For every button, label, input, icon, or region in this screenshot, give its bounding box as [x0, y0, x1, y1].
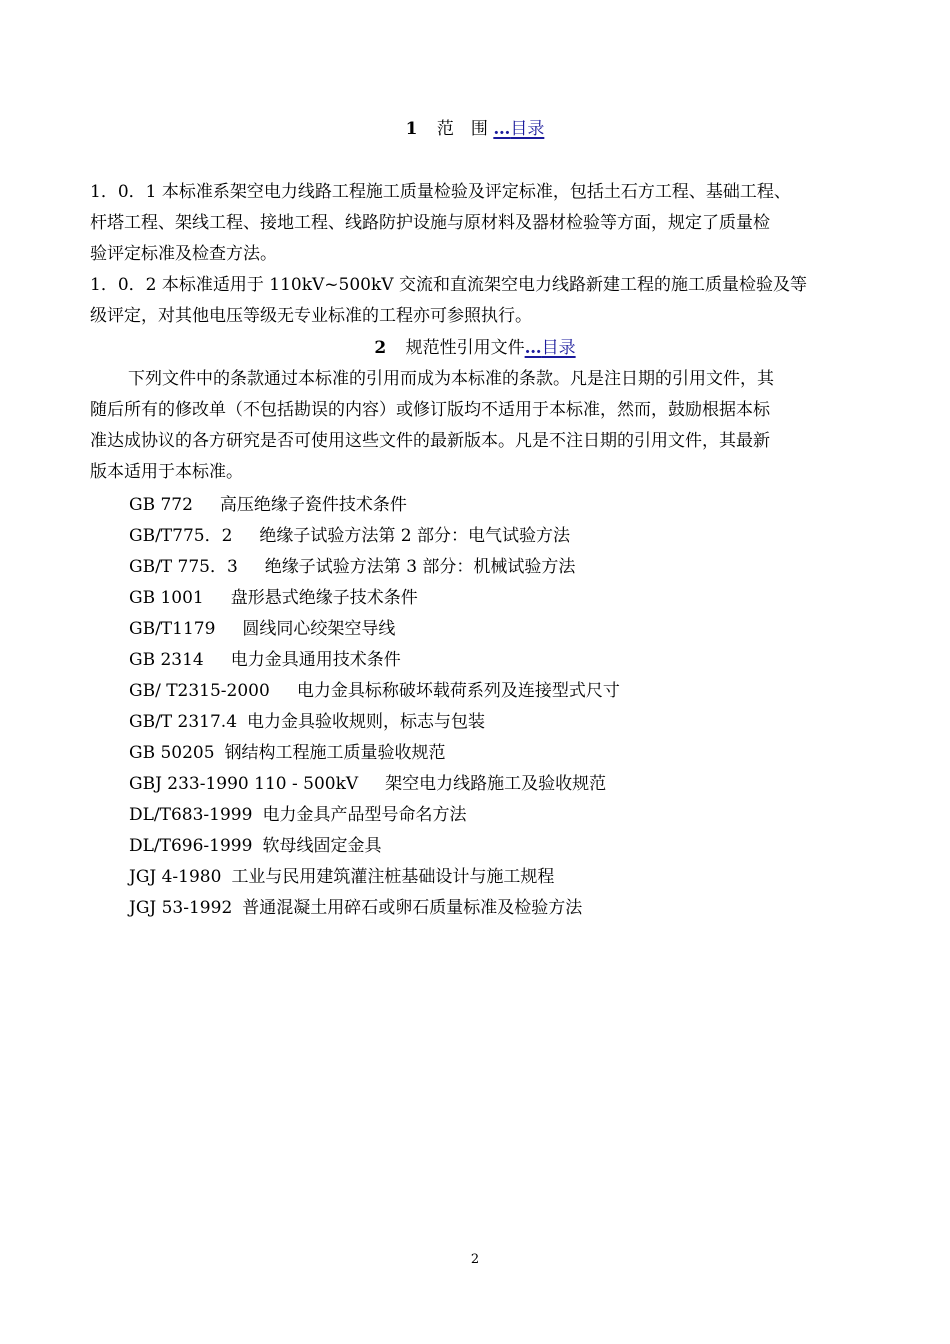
page-number: 2 — [470, 1252, 480, 1267]
reference-item — [129, 800, 620, 831]
reference-code: GB 50205 — [129, 743, 215, 763]
reference-code: JGJ 53-1992 — [129, 898, 233, 918]
toc-link-label: 目录 — [510, 119, 545, 139]
reference-code: GB/T1179 — [129, 619, 216, 639]
section-1-number: 1 — [405, 119, 418, 139]
reference-item — [129, 707, 620, 738]
reference-item — [129, 862, 620, 893]
section-1-heading — [0, 118, 950, 140]
clause-line: 验评定标准及检查方法。 — [90, 244, 277, 264]
reference-item — [129, 893, 620, 924]
toc-link-dots: … — [493, 119, 511, 139]
toc-link-section-2[interactable] — [525, 338, 576, 358]
reference-title: 钢结构工程施工质量验收规范 — [224, 743, 446, 763]
reference-item — [129, 831, 620, 862]
reference-item — [129, 738, 620, 769]
reference-code: GB 1001 — [129, 588, 204, 608]
reference-code: GB/T 775．3 — [129, 557, 238, 577]
reference-title: 电力金具标称破坏载荷系列及连接型式尺寸 — [279, 681, 620, 701]
section-2-number: 2 — [374, 338, 387, 358]
section-1-title: 范 围 — [436, 119, 488, 139]
reference-title: 电力金具产品型号命名方法 — [262, 805, 467, 825]
reference-item — [129, 583, 620, 614]
reference-code: GB/ T2315-2000 — [129, 681, 270, 701]
toc-link-label: 目录 — [541, 338, 576, 358]
reference-title: 工业与民用建筑灌注桩基础设计与施工规程 — [231, 867, 555, 887]
reference-title: 电力金具通用技术条件 — [213, 650, 401, 670]
reference-code: GB/T 2317.4 — [129, 712, 238, 732]
reference-code: GB 2314 — [129, 650, 204, 670]
reference-code: GB/T775．2 — [129, 526, 233, 546]
toc-link-section-1[interactable] — [493, 119, 544, 139]
reference-item — [129, 490, 620, 521]
reference-title: 绝缘子试验方法第 3 部分：机械试验方法 — [247, 557, 576, 577]
reference-code: JGJ 4-1980 — [129, 867, 222, 887]
reference-item — [129, 645, 620, 676]
reference-code: GBJ 233-1990 110 - 500kV — [129, 774, 359, 794]
reference-item — [129, 676, 620, 707]
intro-line: 准达成协议的各方研究是否可使用这些文件的最新版本。凡是不注日期的引用文件，其最新 — [90, 431, 770, 451]
clause-line: 1．0．1 本标准系架空电力线路工程施工质量检验及评定标准，包括土石方工程、基础工程、 — [90, 182, 791, 202]
reference-item — [129, 552, 620, 583]
reference-title: 高压绝缘子瓷件技术条件 — [202, 495, 407, 515]
reference-title: 架空电力线路施工及验收规范 — [368, 774, 607, 794]
section-2-title: 规范性引用文件 — [405, 338, 525, 358]
clause-1-0-2 — [90, 270, 860, 332]
reference-item — [129, 769, 620, 800]
reference-item — [129, 614, 620, 645]
reference-title: 电力金具验收规则，标志与包装 — [247, 712, 486, 732]
reference-code: DL/T683-1999 — [129, 805, 253, 825]
reference-code: GB 772 — [129, 495, 193, 515]
clause-line: 1．0．2 本标准适用于 110kV~500kV 交流和直流架空电力线路新建工程的施工质量检验及等 — [90, 275, 807, 295]
section-2-heading — [0, 337, 950, 359]
reference-title: 绝缘子试验方法第 2 部分：电气试验方法 — [242, 526, 571, 546]
clause-1-0-1 — [90, 177, 860, 270]
reference-list — [129, 490, 620, 924]
toc-link-dots: … — [524, 338, 542, 358]
intro-line: 下列文件中的条款通过本标准的引用而成为本标准的条款。凡是注日期的引用文件，其 — [128, 369, 774, 389]
normative-references-intro — [90, 364, 860, 488]
reference-item — [129, 521, 620, 552]
reference-title: 普通混凝土用碎石或卵石质量标准及检验方法 — [242, 898, 583, 918]
intro-line: 随后所有的修改单（不包括勘误的内容）或修订版均不适用于本标准，然而，鼓励根据本标 — [90, 400, 770, 420]
clause-line: 杆塔工程、架线工程、接地工程、线路防护设施与原材料及器材检验等方面，规定了质量检 — [90, 213, 770, 233]
reference-code: DL/T696-1999 — [129, 836, 253, 856]
reference-title: 盘形悬式绝缘子技术条件 — [213, 588, 418, 608]
intro-line: 版本适用于本标准。 — [90, 462, 243, 482]
reference-title: 圆线同心绞架空导线 — [225, 619, 396, 639]
clause-line: 级评定，对其他电压等级无专业标准的工程亦可参照执行。 — [90, 306, 532, 326]
reference-title: 软母线固定金具 — [262, 836, 382, 856]
